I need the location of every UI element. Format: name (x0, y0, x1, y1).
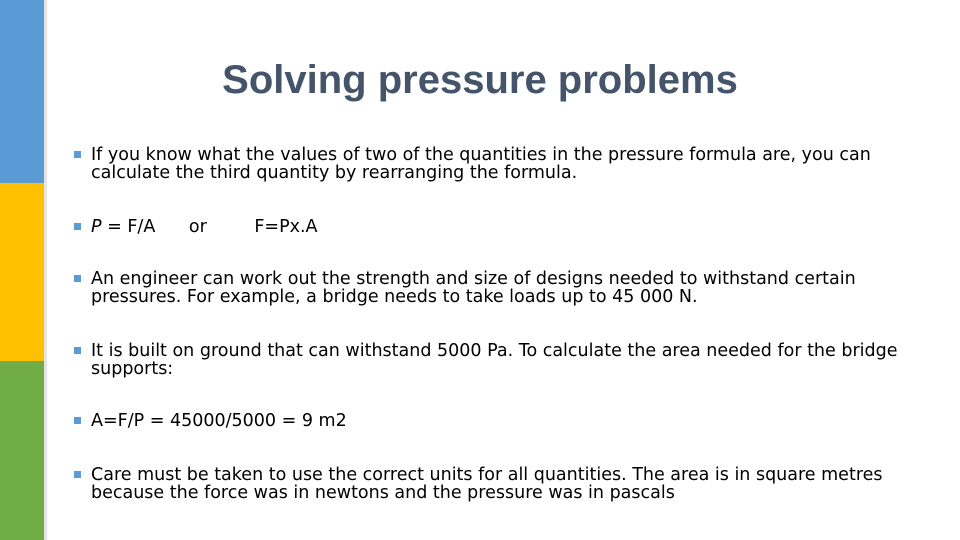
bullet-marker-icon (74, 417, 81, 424)
sidebar-green-band (0, 361, 44, 540)
bullet-item (74, 146, 924, 182)
formula-pressure (91, 218, 155, 236)
slide-title: Solving pressure problems (222, 58, 738, 102)
bullet-item (74, 412, 347, 430)
sidebar-shadow (44, 0, 47, 540)
bullet-marker-icon (74, 471, 81, 478)
sidebar-yellow-band (0, 183, 44, 361)
formula-force: F=Px.A (254, 217, 318, 237)
bullet-text: An engineer can work out the strength and size of designs needed to withstand certain pressures. For example, a bridge needs to take loads up to 45 000 N. (91, 269, 856, 307)
bullet-item-formula (74, 218, 318, 236)
formula-connector: or (188, 217, 207, 237)
bullet-text: Care must be taken to use the correct units for all quantities. The area is in square metres because the force was in newtons and the pressure was in pascals (91, 465, 883, 503)
bullet-marker-icon (74, 151, 81, 158)
formula-pressure-rest: = F/A (101, 217, 156, 237)
bullet-item (74, 466, 924, 502)
bullet-item (74, 342, 924, 378)
bullet-text: If you know what the values of two of the quantities in the pressure formula are, you can calculate the third quantity by rearranging the formula. (91, 145, 871, 183)
bullet-text: A=F/P = 45000/5000 = 9 m2 (91, 411, 347, 431)
bullet-marker-icon (74, 275, 81, 282)
sidebar-blue-band (0, 0, 44, 183)
formula-variable-p: P (91, 217, 102, 237)
bullet-text: It is built on ground that can withstand 5000 Pa. To calculate the area needed for the bridge supports: (91, 341, 898, 379)
bullet-marker-icon (74, 347, 81, 354)
bullet-marker-icon (74, 223, 81, 230)
bullet-item (74, 270, 924, 306)
accent-sidebar (0, 0, 44, 540)
